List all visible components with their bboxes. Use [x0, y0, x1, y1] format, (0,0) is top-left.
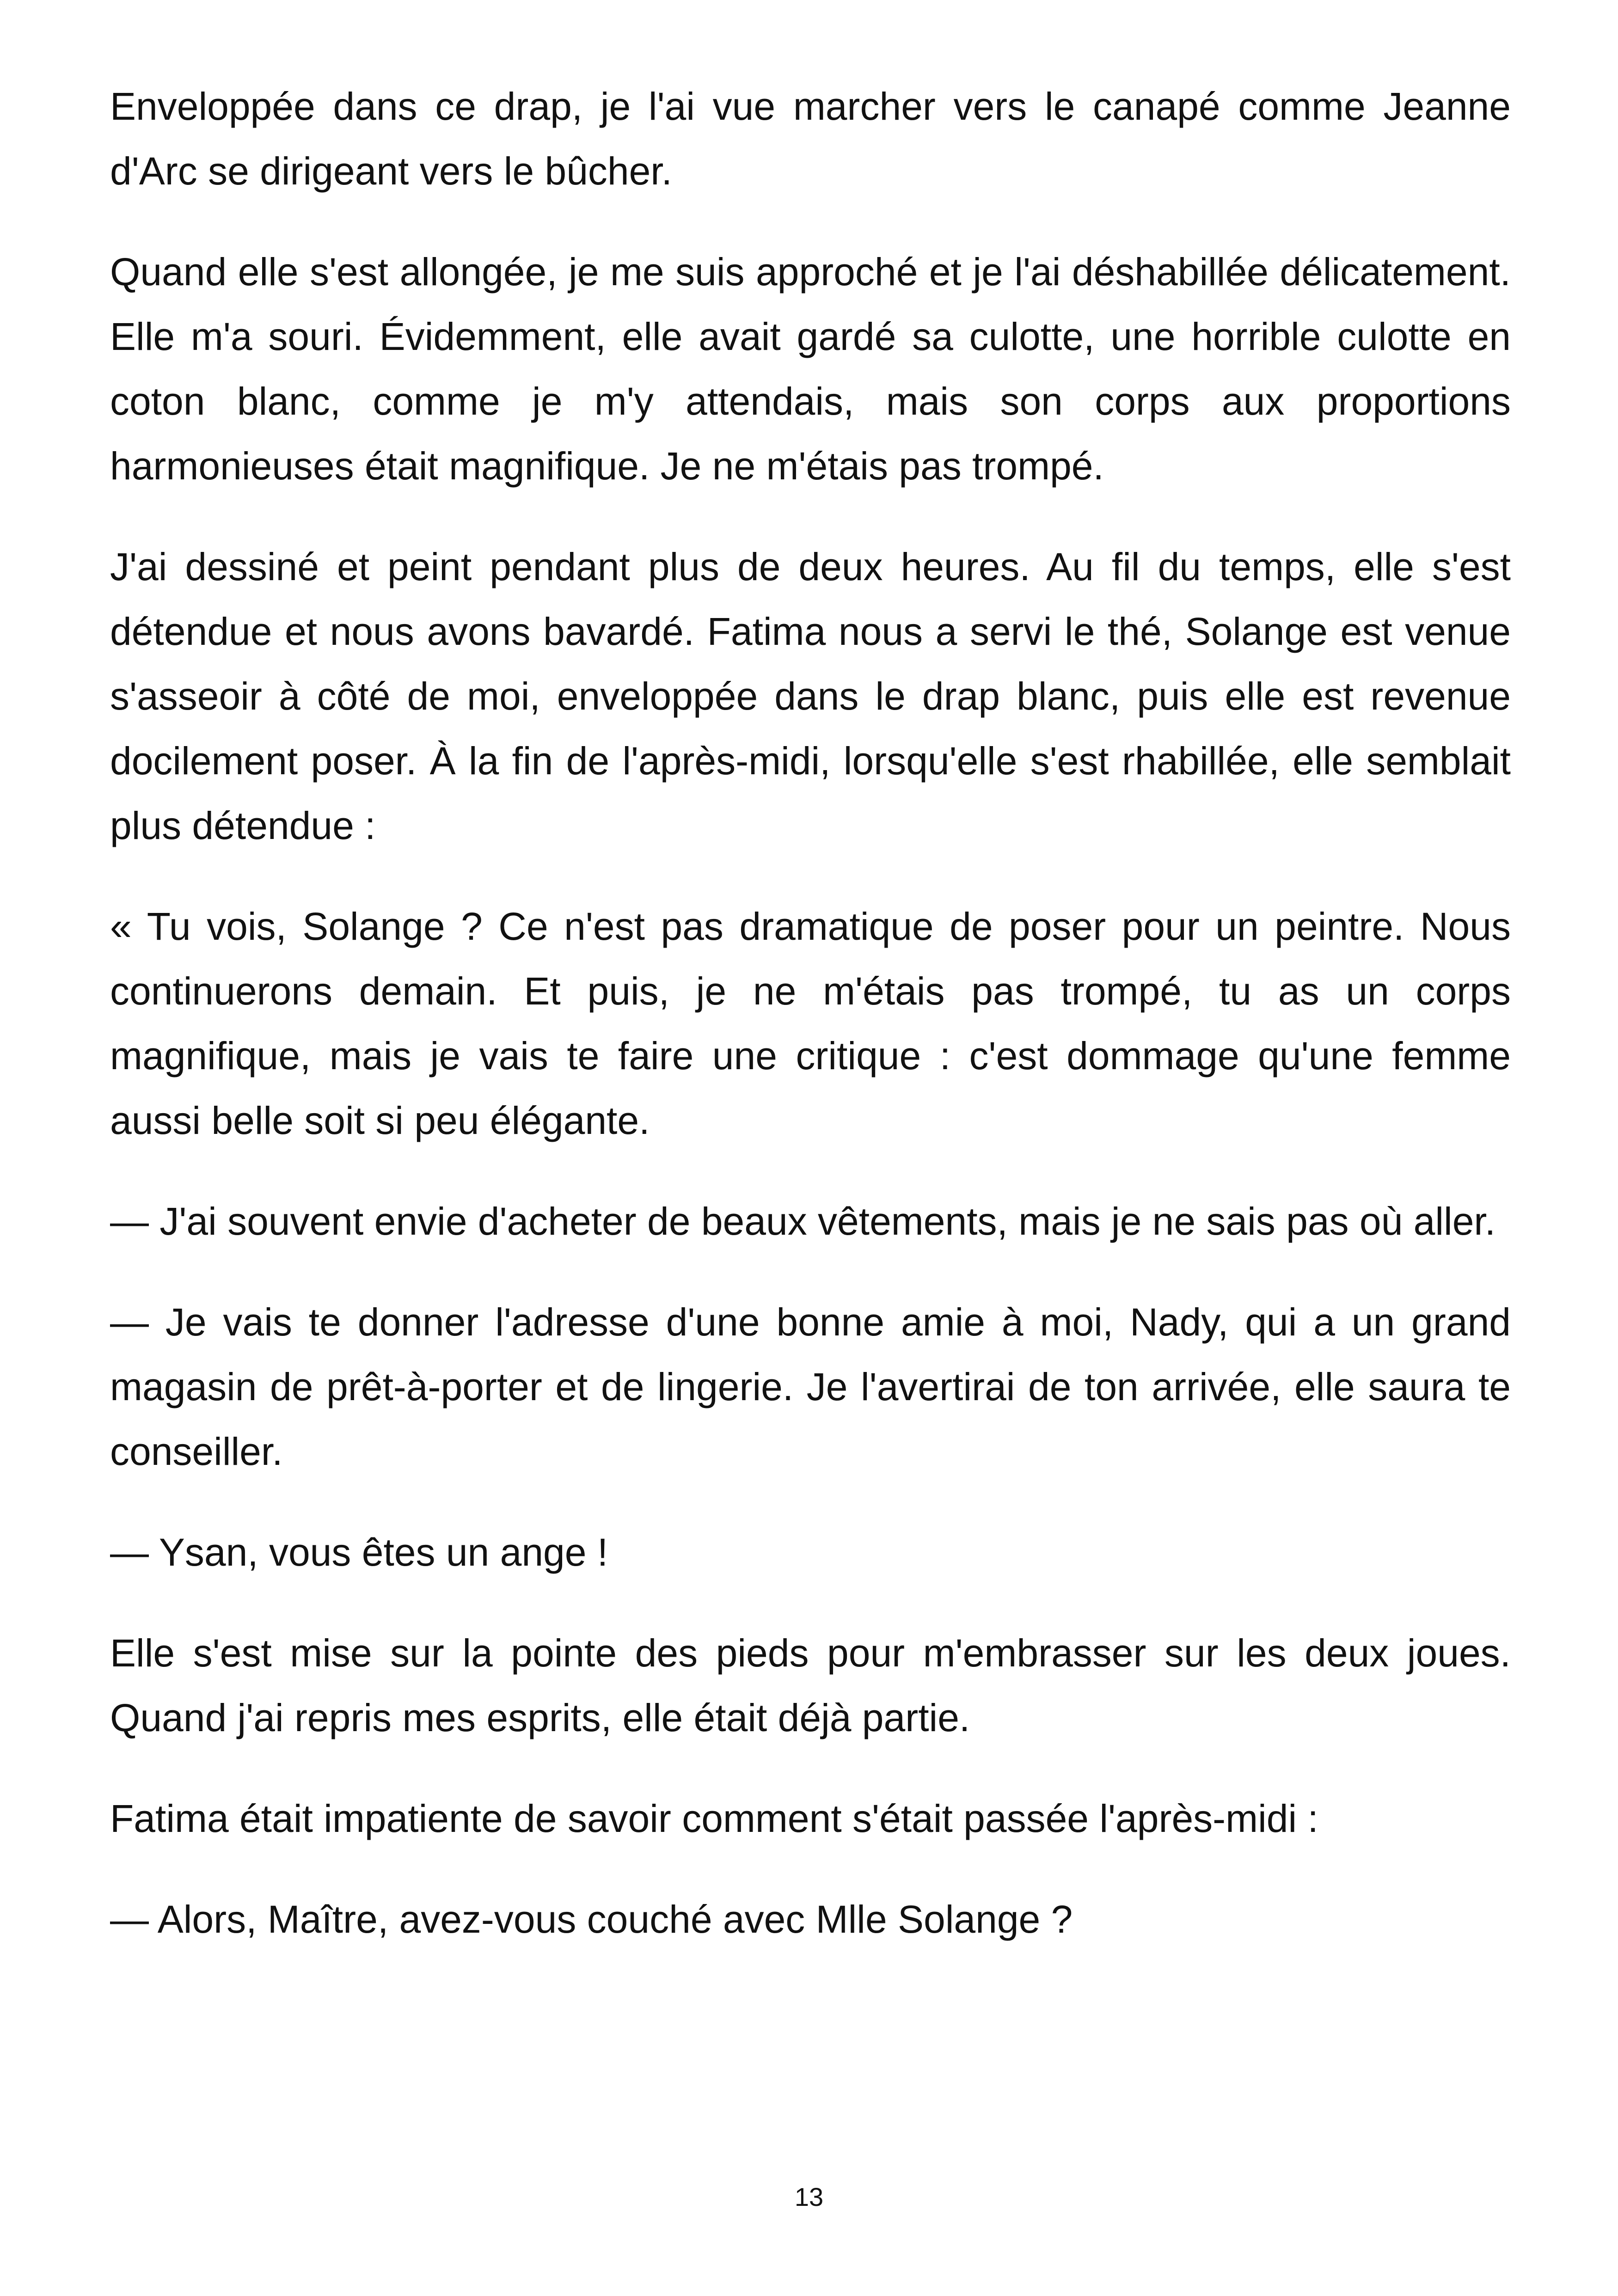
paragraph: J'ai dessiné et peint pendant plus de deux heures. Au fil du temps, elle s'est détendue et nous avons bavardé. Fatima nous a servi le thé, Solange est venue s'asseoir à côté de moi, enveloppée dans le drap blanc, puis elle est revenue docilement poser. À la fin de l'après-midi, lorsqu'elle s'est rhabillée, elle semblait plus détendue :	[110, 545, 1511, 847]
paragraph: « Tu vois, Solange ? Ce n'est pas dramatique de poser pour un peintre. Nous continuerons demain. Et puis, je ne m'étais pas trompé, tu as un corps magnifique, mais je vais te faire une critique : c'est dommage qu'une femme aussi belle soit si peu élégante.	[110, 905, 1511, 1142]
paragraph: Elle s'est mise sur la pointe des pieds pour m'embrasser sur les deux joues. Quand j'ai repris mes esprits, elle était déjà partie.	[110, 1631, 1511, 1739]
paragraph: — Alors, Maître, avez-vous couché avec Mlle Solange ?	[110, 1898, 1073, 1941]
page-number: 13	[794, 2182, 824, 2211]
paragraph: Quand elle s'est allongée, je me suis approché et je l'ai déshabillée délicatement. Elle m'a souri. Évidemment, elle avait gardé sa culotte, une horrible culotte en coton blanc, comme je m'y attendais, mais son corps aux proportions harmonieuses était magnifique. Je ne m'étais pas trompé.	[110, 250, 1511, 488]
paragraph: Fatima était impatiente de savoir comment s'était passée l'après-midi :	[110, 1797, 1318, 1840]
paragraph: Enveloppée dans ce drap, je l'ai vue marcher vers le canapé comme Jeanne d'Arc se dirigeant vers le bûcher.	[110, 85, 1511, 193]
paragraph: — Ysan, vous êtes un ange !	[110, 1531, 608, 1574]
paragraph: — Je vais te donner l'adresse d'une bonne amie à moi, Nady, qui a un grand magasin de prêt-à-porter et de lingerie. Je l'avertirai de ton arrivée, elle saura te conseiller.	[110, 1300, 1511, 1473]
body-text	[110, 74, 1511, 1988]
paragraph: — J'ai souvent envie d'acheter de beaux vêtements, mais je ne sais pas où aller.	[110, 1200, 1496, 1243]
